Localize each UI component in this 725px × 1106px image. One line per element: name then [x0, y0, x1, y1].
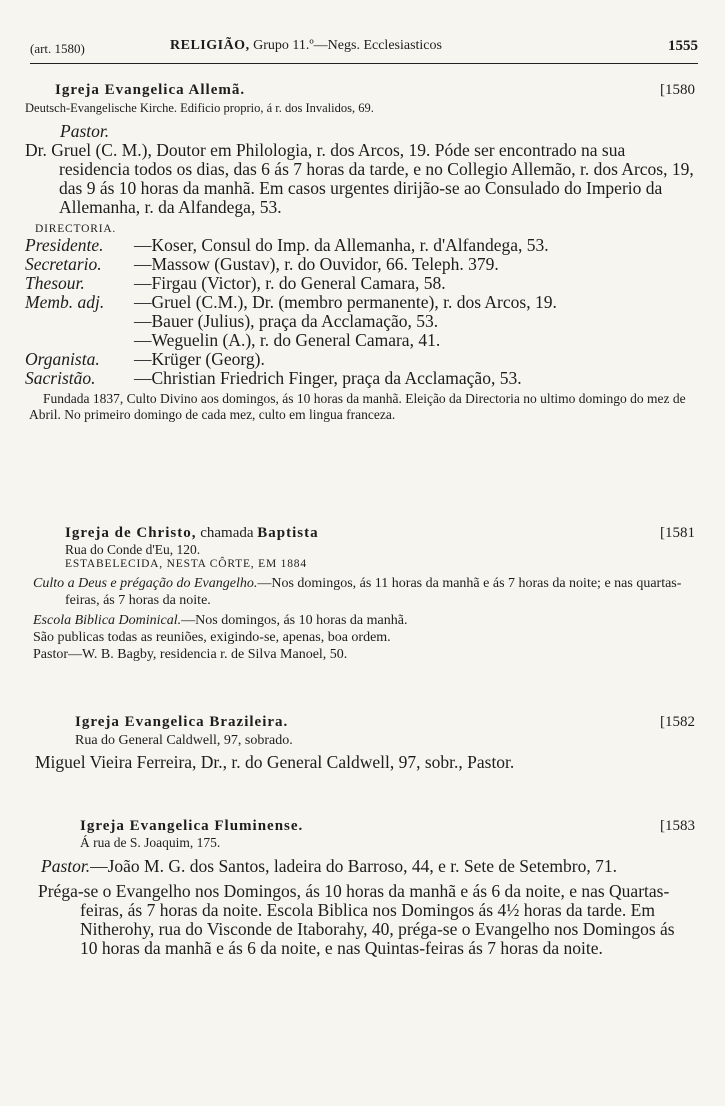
entry-1580 [25, 82, 695, 422]
entry-1581 [25, 525, 695, 663]
directory-row [25, 350, 695, 369]
section-heading [170, 38, 442, 54]
article-range: (art. 1580) [30, 41, 85, 56]
entry-address: Á rua de S. Joaquim, 175. [80, 835, 221, 850]
role-value: —Krüger (Georg). [134, 349, 265, 369]
culto-label: Culto a Deus e prégação do Evangelho. [33, 576, 258, 591]
entry-number: [1583 [660, 818, 695, 834]
pastor-label: Pastor. [60, 121, 110, 141]
entry-number: [1582 [660, 714, 695, 730]
role-value: —Koser, Consul do Imp. da Allemanha, r. d'Alfandega, 53. [134, 235, 549, 255]
role-value: —Firgau (Victor), r. do General Camara, 58. [134, 273, 446, 293]
preaching-paragraph: Préga-se o Evangelho nos Domingos, ás 10 horas da manhã e ás 6 da noite, e nas Quartas-feiras, ás 7 horas da noite. Escola Biblica nos Domingos ás 4½ horas da tarde. Em Nitherohy, rua do Visconde de Itaborahy, 40, préga-se o Evangelho nos Domingos ás 10 horas da manhã e ás 6 da noite, e nas Quintas-feiras ás 7 horas da noite. [38, 881, 675, 958]
role-value: —Bauer (Julius), praça da Acclamação, 53. [134, 311, 439, 331]
directory-row [25, 331, 695, 350]
pastor-paragraph [25, 857, 695, 876]
role-label: Sacristão. [25, 368, 96, 388]
directory-label: DIRECTORIA. [35, 223, 117, 235]
directory-row [25, 236, 695, 255]
pastor-line: Pastor—W. B. Bagby, residencia r. de Silva Manoel, 50. [33, 647, 348, 662]
running-header [30, 38, 698, 62]
escola-paragraph [25, 612, 695, 629]
pastor-line: Miguel Vieira Ferreira, Dr., r. do General Caldwell, 97, sobr., Pastor. [35, 752, 515, 772]
directory-row [25, 312, 695, 331]
title-bold: Igreja de Christo, [65, 525, 197, 541]
directory-row [25, 293, 695, 312]
entry-number: [1581 [660, 525, 695, 541]
entry-title [25, 525, 695, 542]
section-name: RELIGIÃO, [170, 38, 250, 53]
role-label: Organista. [25, 349, 100, 369]
culto-text: —Nos domingos, ás 11 horas da manhã e ás 7 horas da noite; e nas quartas-feiras, ás 7 horas da noite. [65, 576, 682, 608]
role-label: Presidente. [25, 235, 104, 255]
page-number: 1555 [668, 38, 698, 54]
role-value: —Weguelin (A.), r. do General Camara, 41. [134, 330, 441, 350]
established-line: ESTABELECIDA, NESTA CÔRTE, EM 1884 [65, 558, 307, 570]
pastor-text: Dr. Gruel (C. M.), Doutor em Philologia, r. dos Arcos, 19. Póde ser encontrado na sua residencia todos os dias, das 6 ás 7 horas da tarde, e no Collegio Allemão, r. dos Arcos, 19, das 9 ás 10 horas da manhã. Em casos urgentes dirijão-se ao Consulado do Imperio da Allemanha, r. da Alfandega, 53. [25, 140, 694, 217]
pastor-text: —João M. G. dos Santos, ladeira do Barroso, 44, e r. Sete de Setembro, 71. [90, 856, 617, 876]
title-bold-2: Baptista [257, 525, 319, 541]
directory-row [25, 274, 695, 293]
escola-text: —Nos domingos, ás 10 horas da manhã. [181, 613, 408, 628]
directory-row [25, 369, 695, 388]
escola-label: Escola Biblica Dominical. [33, 613, 182, 628]
directory-list [25, 236, 695, 388]
entry-1582 [25, 714, 695, 772]
entry-title: Igreja Evangelica Fluminense. [80, 818, 304, 834]
role-label: Thesour. [25, 273, 85, 293]
section-group: Grupo 11.º—Negs. Ecclesiasticos [253, 38, 442, 53]
role-label: Secretario. [25, 254, 102, 274]
entry-title: Igreja Evangelica Brazileira. [75, 714, 289, 730]
public-note: São publicas todas as reuniões, exigindo-se, apenas, boa ordem. [33, 630, 391, 645]
entry-title: Igreja Evangelica Allemã. [55, 82, 246, 98]
role-value: —Gruel (C.M.), Dr. (membro permanente), r. dos Arcos, 19. [134, 292, 557, 312]
title-rest: chamada [200, 525, 254, 541]
header-rule [30, 63, 698, 64]
pastor-label: Pastor. [41, 856, 91, 876]
directory-row [25, 255, 695, 274]
role-value: —Massow (Gustav), r. do Ouvidor, 66. Teleph. 379. [134, 254, 499, 274]
role-value: —Christian Friedrich Finger, praça da Acclamação, 53. [134, 368, 522, 388]
entry-1583 [25, 818, 695, 958]
entry-address: Rua do General Caldwell, 97, sobrado. [75, 733, 293, 748]
entry-address: Rua do Conde d'Eu, 120. [65, 542, 201, 557]
role-label: Memb. adj. [25, 292, 105, 312]
culto-paragraph [25, 575, 695, 609]
entry-number: [1580 [660, 82, 695, 98]
entry-subtitle: Deutsch-Evangelische Kirche. Edificio proprio, á r. dos Invalidos, 69. [25, 101, 374, 115]
foundation-note: Fundada 1837, Culto Divino aos domingos, ás 10 horas da manhã. Eleição da Directoria no ultimo domingo do mez de Abril. No primeiro domingo de cada mez, culto em lingua franceza. [29, 391, 686, 422]
